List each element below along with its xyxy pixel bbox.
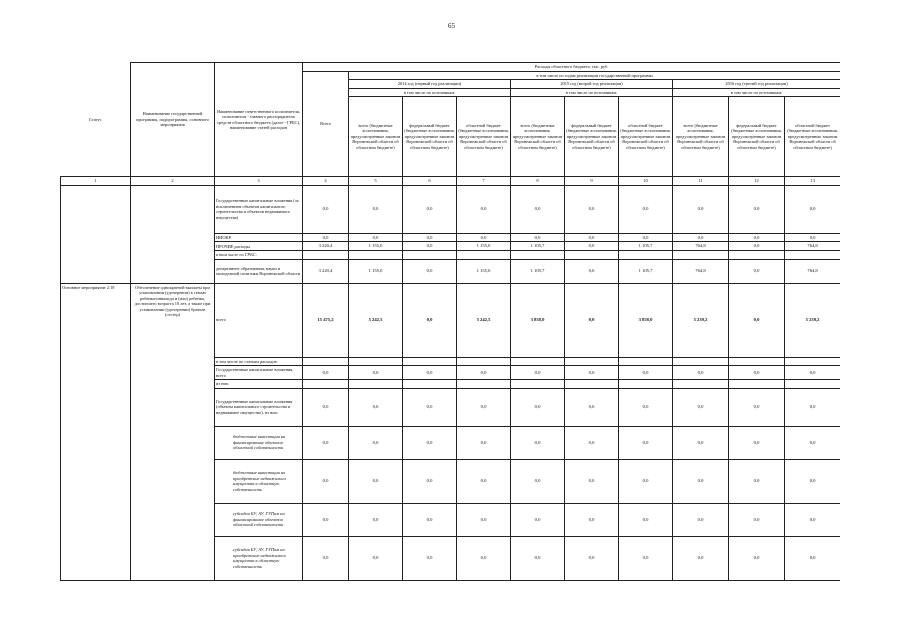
column-number: 11 xyxy=(673,177,729,186)
value-cell xyxy=(349,251,403,260)
value-cell xyxy=(565,357,619,366)
value-cell: 5 242,5 xyxy=(457,283,511,357)
table-body xyxy=(61,185,841,580)
value-cell xyxy=(511,251,565,260)
value-cell xyxy=(785,380,841,389)
value-cell: 1 155,0 xyxy=(349,242,403,251)
column-number: 10 xyxy=(619,177,673,186)
value-cell: 0,0 xyxy=(565,283,619,357)
value-cell: 1 105,7 xyxy=(619,259,673,283)
program-name-cell xyxy=(131,185,215,283)
value-cell: 0,0 xyxy=(565,185,619,233)
value-cell: 0,0 xyxy=(619,233,673,242)
column-number: 8 xyxy=(511,177,565,186)
value-cell: 0,0 xyxy=(303,536,349,580)
header-year-2014: 2014 год (первый год реализации) xyxy=(349,80,511,89)
column-number: 5 xyxy=(349,177,403,186)
value-cell: 0,0 xyxy=(673,185,729,233)
value-cell: 0,0 xyxy=(511,426,565,459)
column-number: 9 xyxy=(565,177,619,186)
value-cell: 0,0 xyxy=(403,503,457,536)
value-cell: 764,8 xyxy=(673,259,729,283)
value-cell: 3 858,0 xyxy=(511,283,565,357)
value-cell xyxy=(785,357,841,366)
header-sub-fed: федеральный бюджет (бюджетные ассигнования, предусмотренные законом Воронежской области об областном бюджете) xyxy=(565,97,619,177)
value-cell: 0,0 xyxy=(673,388,729,426)
value-cell xyxy=(565,251,619,260)
value-cell xyxy=(303,380,349,389)
value-cell: 0,0 xyxy=(785,459,841,503)
status-cell xyxy=(61,185,131,283)
value-cell: 0,0 xyxy=(619,426,673,459)
header-sources-2014: в том числе по источникам: xyxy=(349,88,511,97)
value-cell: 0,0 xyxy=(565,459,619,503)
value-cell: 0,0 xyxy=(619,536,673,580)
value-cell: 0,0 xyxy=(403,233,457,242)
value-cell: 0,0 xyxy=(403,259,457,283)
value-cell xyxy=(349,380,403,389)
value-cell: 0,0 xyxy=(729,503,785,536)
value-cell: 0,0 xyxy=(619,366,673,380)
value-cell: 0,0 xyxy=(403,388,457,426)
value-cell: 0,0 xyxy=(349,233,403,242)
header-program-name: Наименование государственной программы, подпрограммы, основного мероприятия xyxy=(131,63,215,177)
value-cell xyxy=(619,251,673,260)
value-cell: 1 155,0 xyxy=(349,259,403,283)
value-cell xyxy=(457,251,511,260)
value-cell: 0,0 xyxy=(457,185,511,233)
header-year-2015: 2015 год (второй год реализации) xyxy=(511,80,673,89)
value-cell: 0,0 xyxy=(729,259,785,283)
row-name: бюджетные инвестиции на приобретение недвижимого имущества в областную собственность xyxy=(215,459,303,503)
value-cell: 1 155,0 xyxy=(457,242,511,251)
value-cell: 0,0 xyxy=(673,503,729,536)
value-cell: 0,0 xyxy=(785,388,841,426)
column-number: 1 xyxy=(61,177,131,186)
value-cell xyxy=(673,380,729,389)
row-name: субсидии БУ, АУ, ГУПам на приобретение недвижимого имущества в областную собственность xyxy=(215,536,303,580)
value-cell: 0,0 xyxy=(349,536,403,580)
header-sub-all: всего (бюджетные ассигнования, предусмотренные законом Воронежской области об областном бюджете) xyxy=(511,97,565,177)
value-cell: 0,0 xyxy=(403,426,457,459)
budget-table-frame xyxy=(60,62,840,594)
value-cell: 0,0 xyxy=(349,426,403,459)
value-cell: 0,0 xyxy=(673,536,729,580)
header-sub-reg: областной бюджет (бюджетные ассигнования, предусмотренные законом Воронежской области об областном бюджете) xyxy=(785,97,841,177)
value-cell: 0,0 xyxy=(349,366,403,380)
value-cell: 0,0 xyxy=(565,426,619,459)
value-cell: 0,0 xyxy=(565,366,619,380)
row-name: ПРОЧИЕ расходы xyxy=(215,242,303,251)
value-cell: 0,0 xyxy=(729,388,785,426)
value-cell: 0,0 xyxy=(349,459,403,503)
value-cell: 0,0 xyxy=(303,503,349,536)
value-cell: 0,0 xyxy=(303,388,349,426)
header-sub-reg: областной бюджет (бюджетные ассигнования, предусмотренные законом Воронежской области об областном бюджете) xyxy=(457,97,511,177)
value-cell xyxy=(729,251,785,260)
header-sub-all: всего (бюджетные ассигнования, предусмотренные законом Воронежской области об областном бюджете) xyxy=(673,97,729,177)
value-cell: 5 242,5 xyxy=(349,283,403,357)
value-cell: 5 239,2 xyxy=(785,283,841,357)
table-row xyxy=(61,185,841,233)
value-cell: 0,0 xyxy=(349,503,403,536)
header-sources-2016: в том числе по источникам: xyxy=(673,88,841,97)
value-cell: 764,8 xyxy=(785,259,841,283)
value-cell: 0,0 xyxy=(619,185,673,233)
value-cell xyxy=(457,357,511,366)
value-cell: 0,0 xyxy=(403,242,457,251)
value-cell: 0,0 xyxy=(565,242,619,251)
value-cell xyxy=(729,357,785,366)
value-cell: 1 105,7 xyxy=(511,242,565,251)
value-cell xyxy=(511,357,565,366)
value-cell: 15 475,2 xyxy=(303,283,349,357)
value-cell xyxy=(403,357,457,366)
header-total: Всего xyxy=(303,71,349,177)
value-cell: 0,0 xyxy=(785,536,841,580)
value-cell: 0,0 xyxy=(565,503,619,536)
column-number: 7 xyxy=(457,177,511,186)
value-cell: 0,0 xyxy=(511,388,565,426)
value-cell xyxy=(349,357,403,366)
value-cell: 0,0 xyxy=(729,366,785,380)
row-name: в том числе по статьям расходов: xyxy=(215,357,303,366)
row-name: департамент образования, науки и молодежной политики Воронежской области xyxy=(215,259,303,283)
value-cell xyxy=(619,380,673,389)
value-cell: 0,0 xyxy=(511,233,565,242)
value-cell: 0,0 xyxy=(729,459,785,503)
row-name: Государственные капитальные вложения (объекты капитального строительства и недвижимое имущество), из них: xyxy=(215,388,303,426)
value-cell: 0,0 xyxy=(729,536,785,580)
value-cell: 3 858,0 xyxy=(619,283,673,357)
value-cell: 5 239,2 xyxy=(673,283,729,357)
value-cell: 0,0 xyxy=(729,233,785,242)
header-sub-reg: областной бюджет (бюджетные ассигнования, предусмотренные законом Воронежской области об областном бюджете) xyxy=(619,97,673,177)
value-cell: 0,0 xyxy=(673,366,729,380)
value-cell: 1 155,0 xyxy=(457,259,511,283)
column-number: 12 xyxy=(729,177,785,186)
value-cell: 0,0 xyxy=(511,185,565,233)
measure-status: Основное мероприятие 2.18 xyxy=(61,283,131,580)
value-cell: 0,0 xyxy=(303,459,349,503)
column-number: 2 xyxy=(131,177,215,186)
value-cell: 0,0 xyxy=(457,366,511,380)
value-cell: 0,0 xyxy=(303,366,349,380)
value-cell: 0,0 xyxy=(729,426,785,459)
header-by-years: в том числе по годам реализации государственной программы xyxy=(349,71,841,80)
value-cell: 0,0 xyxy=(349,185,403,233)
value-cell xyxy=(673,251,729,260)
value-cell xyxy=(403,251,457,260)
row-name: Государственные капитальные вложения (за исключением объектов капитального строительства и объектов недвижимого имущества) xyxy=(215,185,303,233)
row-name: в том числе по ГРБС: xyxy=(215,251,303,260)
value-cell: 0,0 xyxy=(349,388,403,426)
row-name: Государственные капитальные вложения, всего xyxy=(215,366,303,380)
header-status: Статус xyxy=(61,63,131,177)
value-cell: 0,0 xyxy=(619,503,673,536)
value-cell: 764,8 xyxy=(673,242,729,251)
value-cell: 0,0 xyxy=(303,426,349,459)
column-number-row xyxy=(61,177,841,186)
value-cell: 0,0 xyxy=(565,259,619,283)
value-cell: 764,8 xyxy=(785,242,841,251)
value-cell xyxy=(511,380,565,389)
value-cell: 0,0 xyxy=(403,283,457,357)
header-sub-all: всего (бюджетные ассигнования, предусмотренные законом Воронежской области об областном бюджете) xyxy=(349,97,403,177)
value-cell: 0,0 xyxy=(729,283,785,357)
measure-name: Обеспечение однократной выплаты при усыновлении (удочерении) в семью ребенка-инвалида и (или) ребенка, достигшего возраста 10 лет, а также при усыновлении (удочерении) братьев (сестер) xyxy=(131,283,215,580)
value-cell: 0,0 xyxy=(619,459,673,503)
page-number: 65 xyxy=(448,22,455,30)
header-expenses: Расходы областного бюджета, тыс. руб. xyxy=(303,63,841,72)
value-cell xyxy=(565,380,619,389)
value-cell: 0,0 xyxy=(511,366,565,380)
value-cell: 0,0 xyxy=(457,503,511,536)
row-name: субсидии БУ, АУ, ГУПам на финансирование объектов областной собственности xyxy=(215,503,303,536)
value-cell: 0,0 xyxy=(565,388,619,426)
value-cell: 0,0 xyxy=(511,503,565,536)
value-cell xyxy=(729,380,785,389)
value-cell xyxy=(785,251,841,260)
value-cell: 0,0 xyxy=(403,185,457,233)
value-cell: 0,0 xyxy=(673,233,729,242)
value-cell: 0,0 xyxy=(785,503,841,536)
value-cell xyxy=(619,357,673,366)
column-number: 3 xyxy=(215,177,303,186)
value-cell: 0,0 xyxy=(457,459,511,503)
value-cell: 3 220,4 xyxy=(303,242,349,251)
value-cell xyxy=(403,380,457,389)
value-cell xyxy=(673,357,729,366)
value-cell: 0,0 xyxy=(565,233,619,242)
value-cell: 0,0 xyxy=(785,185,841,233)
row-name: из них: xyxy=(215,380,303,389)
value-cell: 0,0 xyxy=(303,185,349,233)
value-cell: 0,0 xyxy=(729,242,785,251)
value-cell: 0,0 xyxy=(511,536,565,580)
value-cell: 0,0 xyxy=(403,459,457,503)
row-name: бюджетные инвестиции на финансирование объектов областной собственности xyxy=(215,426,303,459)
value-cell: 0,0 xyxy=(619,388,673,426)
value-cell: 0,0 xyxy=(785,366,841,380)
column-number: 6 xyxy=(403,177,457,186)
value-cell: 0,0 xyxy=(785,233,841,242)
value-cell xyxy=(303,357,349,366)
value-cell: 0,0 xyxy=(403,366,457,380)
value-cell: 0,0 xyxy=(511,459,565,503)
value-cell: 0,0 xyxy=(403,536,457,580)
header-sub-fed: федеральный бюджет (бюджетные ассигнования, предусмотренные законом Воронежской области об областном бюджете) xyxy=(403,97,457,177)
value-cell: 0,0 xyxy=(457,426,511,459)
value-cell: 0,0 xyxy=(457,388,511,426)
value-cell: 1 105,7 xyxy=(511,259,565,283)
value-cell xyxy=(457,380,511,389)
column-number: 13 xyxy=(785,177,841,186)
header-sources-2015: в том числе по источникам: xyxy=(511,88,673,97)
value-cell: 0,0 xyxy=(729,185,785,233)
header-year-2016: 2016 год (третий год реализации) xyxy=(673,80,841,89)
column-number: 4 xyxy=(303,177,349,186)
value-cell: 0,0 xyxy=(303,233,349,242)
value-cell: 0,0 xyxy=(673,426,729,459)
header-sub-fed: федеральный бюджет (бюджетные ассигнования, предусмотренные законом Воронежской области об областном бюджете) xyxy=(729,97,785,177)
value-cell xyxy=(303,251,349,260)
value-cell: 0,0 xyxy=(457,233,511,242)
value-cell: 0,0 xyxy=(673,459,729,503)
table-row xyxy=(61,283,841,357)
header-executor: Наименование ответственного исполнителя, исполнителя - главного распорядителя средств областного бюджета (далее - ГРБС), наименование статей расходов xyxy=(215,63,303,177)
value-cell: 0,0 xyxy=(457,536,511,580)
value-cell: 1 105,7 xyxy=(619,242,673,251)
budget-table xyxy=(60,62,840,581)
row-name: НИОКР xyxy=(215,233,303,242)
row-name: всего xyxy=(215,283,303,357)
value-cell: 3 220,4 xyxy=(303,259,349,283)
value-cell: 0,0 xyxy=(565,536,619,580)
value-cell: 0,0 xyxy=(785,426,841,459)
